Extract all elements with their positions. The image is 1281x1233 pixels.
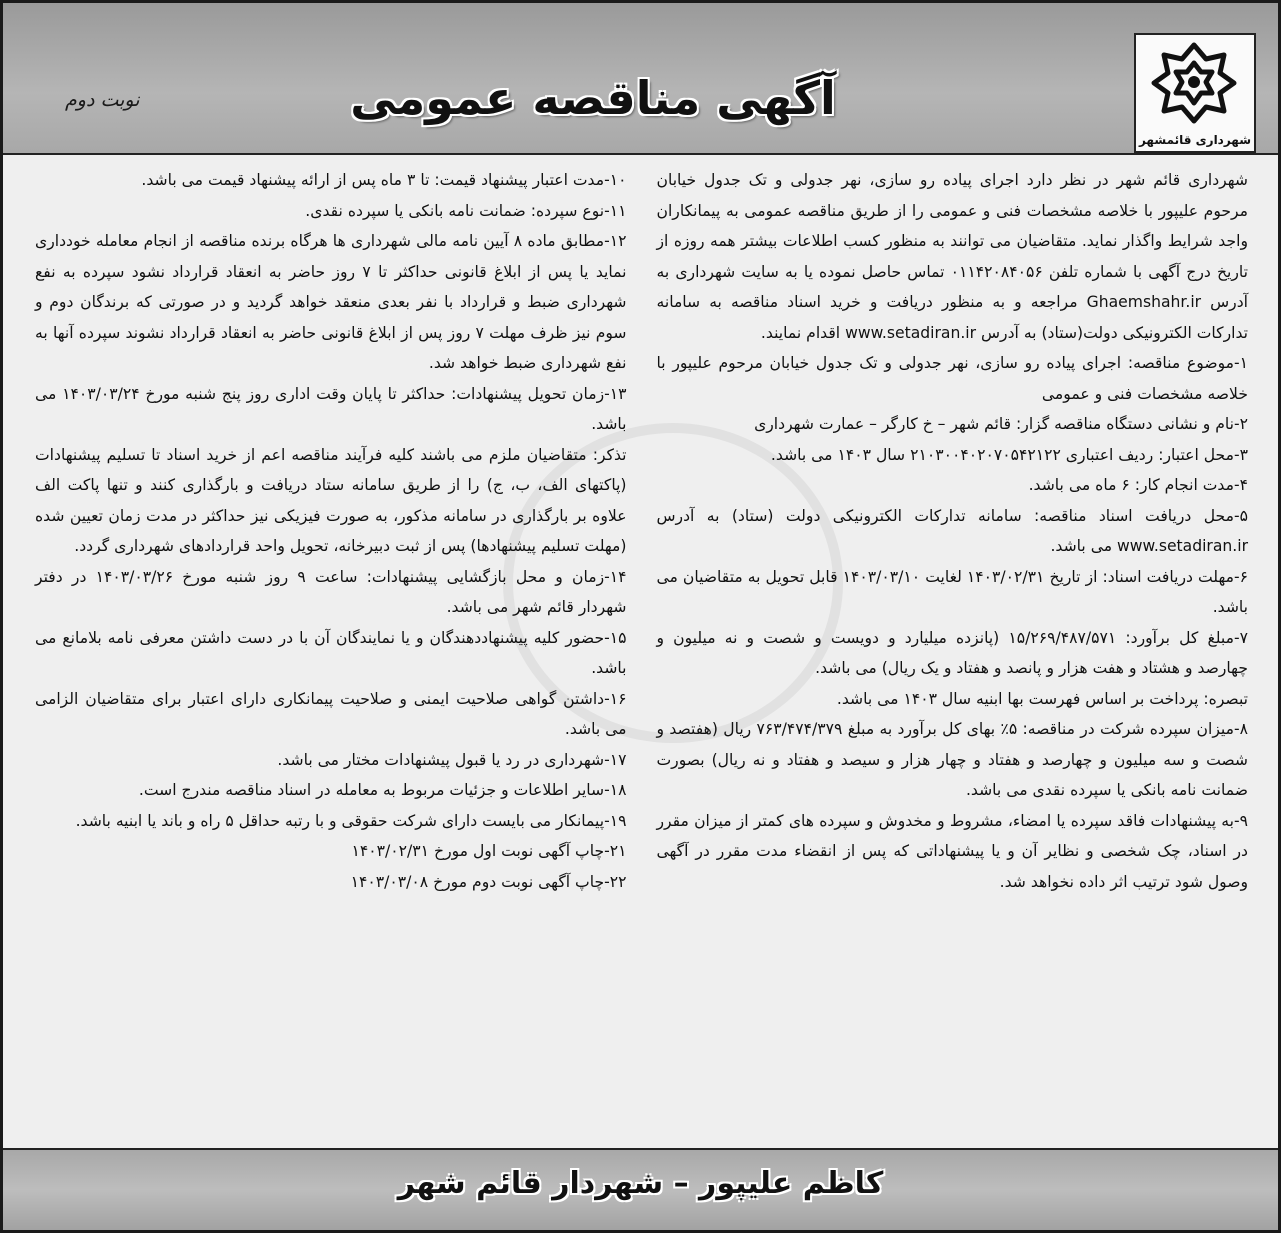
clause-item: ۵-محل دریافت اسناد مناقصه: سامانه تدارکات الکترونیکی دولت (ستاد) به آدرس www.setadiran.ir می باشد. xyxy=(656,506,1248,555)
clause-item: ۴-مدت انجام کار: ۶ ماه می باشد. xyxy=(1028,476,1248,494)
clause-item: ۱۳-زمان تحویل پیشنهادات: حداکثر تا پایان وقت اداری روز پنج شنبه مورخ ۱۴۰۳/۰۳/۲۴ می باشد. xyxy=(35,384,627,433)
clause-item: ۱۰-مدت اعتبار پیشنهاد قیمت: تا ۳ ماه پس از ارائه پیشنهاد قیمت می باشد. xyxy=(141,171,627,189)
clause-item: ۳-محل اعتبار: ردیف اعتباری ۲۱۰۳۰۰۴۰۲۰۷۰۵۴۲۱۲۲ سال ۱۴۰۳ می باشد. xyxy=(770,445,1248,464)
round-label: نوبت دوم xyxy=(65,89,140,111)
clause-item: ۱۶-داشتن گواهی صلاحیت ایمنی و صلاحیت پیمانکاری دارای اعتبار برای متقاضیان الزامی می باشد. xyxy=(35,689,627,738)
clause-item: ۶-مهلت دریافت اسناد: از تاریخ ۱۴۰۳/۰۲/۳۱ لغایت ۱۴۰۳/۰۳/۱۰ قابل تحویل به متقاضیان می باشد. xyxy=(656,567,1248,616)
clause-item: ۱۸-سایر اطلاعات و جزئیات مربوط به معامله در اسناد مناقصه مندرج است. xyxy=(138,781,627,799)
clause-item: ۱۱-نوع سپرده: ضمانت نامه بانکی یا سپرده نقدی. xyxy=(305,201,627,220)
clause-item: ۱۴-زمان و محل بازگشایی پیشنهادات: ساعت ۹ روز شنبه مورخ ۱۴۰۳/۰۳/۲۶ در دفتر شهردار قائم شهر می باشد. xyxy=(35,567,627,616)
municipality-logo xyxy=(1134,33,1256,153)
header-band xyxy=(3,3,1278,155)
intro-paragraph: شهرداری قائم شهر در نظر دارد اجرای پیاده رو سازی، نهر جدولی و تک جدول خیابان مرحوم علیپور با خلاصه مشخصات فنی و عمومی را از طریق مناقصه عمومی به پیمانکاران واجد شرایط واگذار نماید. متقاضیان می توانند به منظور کسب اطلاعات بیشتر همه روزه از تاریخ درج آگهی با شماره تلفن ۰۱۱۴۲۰۸۴۰۵۶ تماس حاصل نموده یا به سایت شهرداری به آدرس Ghaemshahr.ir مراجعه و به منظور دریافت و خرید اسناد مناقصه به سامانه تدارکات الکترونیکی دولت(ستاد) به آدرس www.setadiran.ir اقدام نمایند. xyxy=(656,171,1248,342)
mayor-signature: کاظم علیپور – شهردار قائم شهر xyxy=(397,1166,884,1201)
clause-item: ۱۵-حضور کلیه پیشنهاددهندگان و یا نمایندگان آن با در دست داشتن معرفی نامه بلامانع می باشد. xyxy=(35,628,627,677)
clause-note: تذکر: متقاضیان ملزم می باشند کلیه فرآیند مناقصه اعم از خرید اسناد تا تسلیم پیشنهادات (پاکتهای الف، ب، ج) را از طریق سامانه ستاد دریافت و بارگذاری کنند و تنها پاکت الف علاوه بر بارگذاری در سامانه مذکور، به صورت فیزیکی نیز حداکثر در مدت زمان تعیین شده (مهلت تسلیم پیشنهادها) پس از ثبت دبیرخانه، تحویل واحد قراردادهای شهرداری گردد. xyxy=(35,445,627,555)
left-column xyxy=(35,165,627,1153)
municipality-emblem-icon xyxy=(1148,39,1240,125)
notice-body xyxy=(35,165,1248,1153)
clause-item: ۱۲-مطابق ماده ۸ آیین نامه مالی شهرداری ها هرگاه برنده مناقصه از انجام معامله خودداری نماید یا پس از ابلاغ قانونی حداکثر تا ۷ روز حاضر به انعقاد قرارداد نشود سپرده به نفع شهرداری ضبط و قرارداد با نفر بعدی منعقد خواهد گردید و در صورتی که برندگان دوم و سوم نیز ظرف مهلت ۷ روز پس از ابلاغ قانونی حاضر به انعقاد قرارداد نشوند سپرده آنها به نفع شهرداری ضبط خواهد شد. xyxy=(35,232,627,372)
page-title: آگهی مناقصه عمومی xyxy=(350,71,836,125)
clause-item: ۲۱-چاپ آگهی نوبت اول مورخ ۱۴۰۳/۰۲/۳۱ xyxy=(351,842,627,860)
clause-item: ۱۹-پیمانکار می بایست دارای شرکت حقوقی و با رتبه حداقل ۵ راه و باند یا ابنیه باشد. xyxy=(75,811,627,830)
right-column xyxy=(657,165,1249,1153)
footer-band xyxy=(3,1148,1278,1230)
clause-item: ۱-موضوع مناقصه: اجرای پیاده رو سازی، نهر جدولی و تک جدول خیابان مرحوم علیپور با خلاصه مشخصات فنی و عمومی xyxy=(656,354,1248,403)
clause-item: ۲-نام و نشانی دستگاه مناقصه گزار: قائم شهر – خ کارگر – عمارت شهرداری xyxy=(754,415,1248,433)
logo-caption: شهرداری قائمشهر xyxy=(1138,133,1252,147)
clause-item: ۱۷-شهرداری در رد یا قبول پیشنهادات مختار می باشد. xyxy=(277,750,627,769)
clause-item: ۲۲-چاپ آگهی نوبت دوم مورخ ۱۴۰۳/۰۳/۰۸ xyxy=(350,872,627,891)
clause-note: تبصره: پرداخت بر اساس فهرست بها ابنیه سال ۱۴۰۳ می باشد. xyxy=(836,689,1248,708)
clause-item: ۹-به پیشنهادات فاقد سپرده یا امضاء، مشروط و مخدوش و سپرده های کمتر از میزان مقرر در اسناد، چک شخصی و نظایر آن و یا پیشنهاداتی که پس از انقضاء مدت مقرر در آگهی وصول شود ترتیب اثر داده نخواهد شد. xyxy=(656,811,1248,891)
clause-item: ۸-میزان سپرده شرکت در مناقصه: ۵٪ بهای کل برآورد به مبلغ ۷۶۳/۴۷۴/۳۷۹ ریال (هفتصد و شصت و سه میلیون و چهارصد و هفتاد و چهار هزار و سیصد و هفتاد و نه ریال) بصورت ضمانت نامه بانکی یا سپرده نقدی می باشد. xyxy=(656,720,1248,799)
clause-item: ۷-مبلغ کل برآورد: ۱۵/۲۶۹/۴۸۷/۵۷۱ (پانزده میلیارد و دویست و شصت و نه میلیون و چهارصد و هشتاد و هفت هزار و پانصد و هفتاد و یک ریال) می باشد. xyxy=(656,628,1248,677)
